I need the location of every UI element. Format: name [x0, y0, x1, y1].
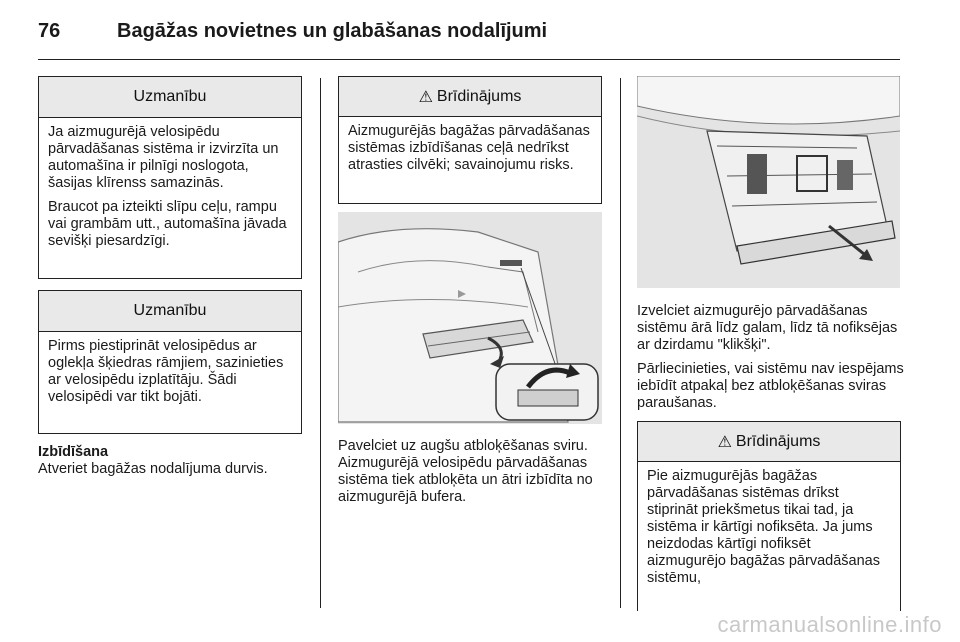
caution-box	[38, 76, 302, 279]
column-divider	[620, 78, 621, 608]
warning-heading: Brīdinājums	[735, 432, 821, 450]
caution-text: Pirms piestiprināt velosipēdus ar oglekļa šķiedras rāmjiem, sazinieties ar velosipēdu izplatītāju. Šādi velosipēdi var tikt bojāti.	[48, 338, 284, 405]
instruction-text: Pavelciet uz augšu atbloķēšanas sviru. Aizmugurējā velosipēdu pārvadāšanas sistēma tiek atbloķēta un ātri izbīdīta no aizmugurējā bufera.	[338, 438, 593, 505]
caution-text: Ja aizmugurējā velosipēdu pārvadāšanas sistēma ir izvirzīta un automašīna ir pilnīgi noslogota, šasijas klīrenss samazinās.	[48, 124, 279, 191]
section-heading: Izbīdīšana	[38, 444, 109, 460]
page-title: Bagāžas novietnes un glabāšanas nodalījumi	[117, 20, 548, 42]
bike-carrier-drawer-pulled-out-illustration	[637, 76, 900, 288]
warning-text: Pie aizmugurējās bagāžas pārvadāšanas sistēmas drīkst stiprināt priekšmetus tikai tad, ja sistēma ir kārtīgi nofiksēta. Ja jums neizdodas kārtīgi nofiksēt aizmugurējo bagāžas pārvadāšanas sistēmu,	[647, 468, 880, 586]
caution-box	[38, 290, 302, 434]
column-divider	[320, 78, 321, 608]
instruction-text: Izvelciet aizmugurējo pārvadāšanas sistēmu ārā līdz galam, līdz tā nofiksējas ar dzirdamu "klikšķi".	[637, 303, 898, 353]
rear-bumper-release-lever-illustration	[338, 212, 602, 424]
warning-box	[338, 76, 602, 204]
watermark: carmanualsonline.info	[717, 612, 942, 637]
warning-heading: Brīdinājums	[436, 87, 522, 105]
caution-text: Braucot pa izteikti slīpu ceļu, rampu vai grambām utt., automašīna jāvada sevišķi piesardzīgi.	[48, 199, 287, 249]
warning-box	[637, 421, 901, 611]
caution-heading: Uzmanību	[39, 77, 301, 118]
warning-triangle-icon: ⚠	[717, 433, 732, 451]
warning-triangle-icon: ⚠	[418, 88, 433, 106]
section-text: Atveriet bagāžas nodalījuma durvis.	[38, 461, 268, 477]
page-number: 76	[38, 20, 61, 42]
header-rule	[38, 59, 900, 60]
warning-text: Aizmugurējās bagāžas pārvadāšanas sistēmas izbīdīšanas ceļā nedrīkst atrasties cilvēki; savainojumu risks.	[348, 123, 590, 173]
instruction-text: Pārliecinieties, vai sistēmu nav iespējams iebīdīt atpakaļ bez atbloķēšanas sviras paraušanas.	[637, 361, 904, 411]
caution-heading: Uzmanību	[39, 291, 301, 332]
